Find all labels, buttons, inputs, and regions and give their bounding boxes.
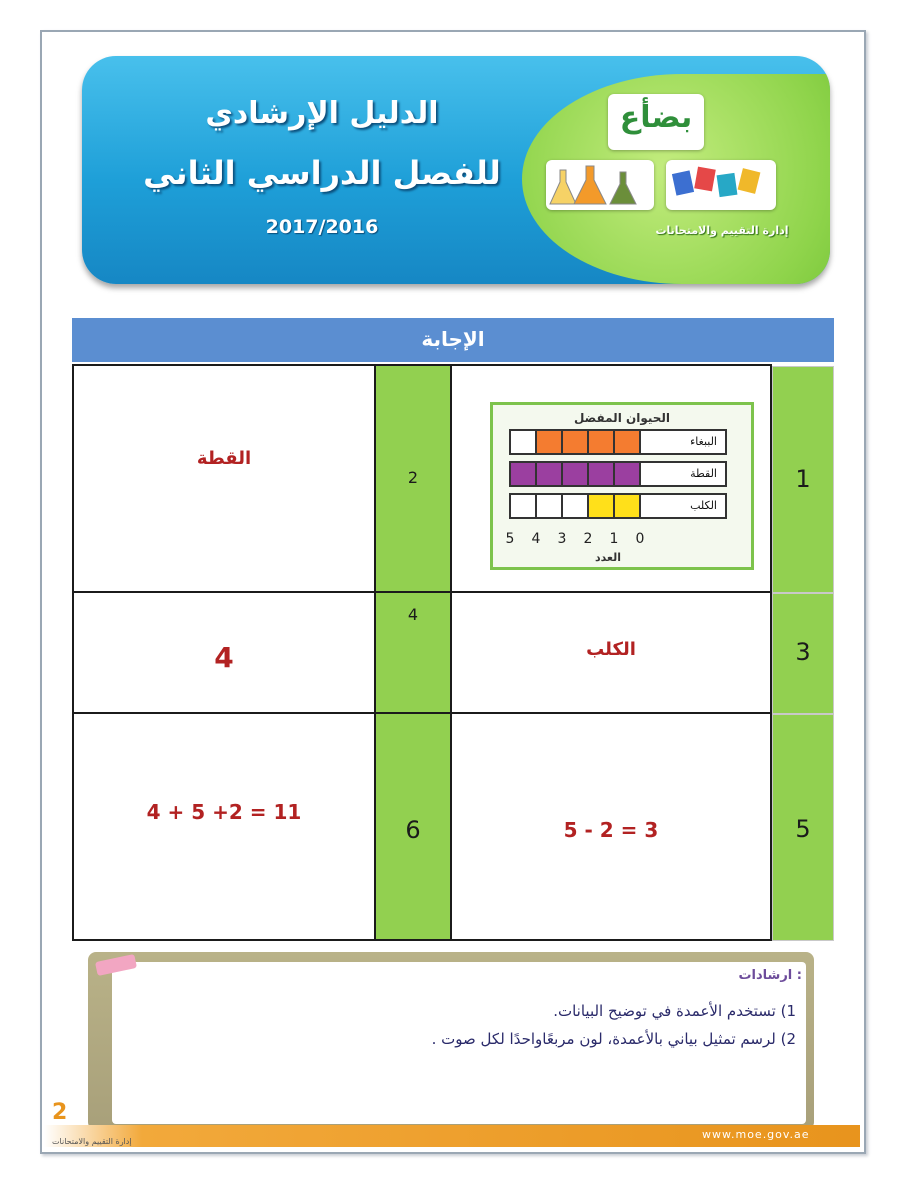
chart-square [537, 463, 563, 485]
answer-cell-q5 [450, 712, 772, 941]
number-cell-q5 [772, 714, 834, 941]
chart-square [511, 431, 537, 453]
chart-tick-label: 2 [583, 531, 593, 547]
guidance-line-1: 1) تستخدم الأعمدة في توضيح البيانات. [553, 1002, 796, 1020]
chart-row-2 [509, 493, 727, 519]
answer-q2: القطة [196, 448, 252, 469]
answer-header: الإجابة [72, 318, 834, 362]
footer-url: www.moe.gov.ae [702, 1128, 810, 1141]
chart-tick-label: 3 [557, 531, 567, 547]
chart-row-label: الببغاء [690, 435, 717, 448]
answer-q4: 4 [214, 641, 234, 674]
chart-square [589, 463, 615, 485]
guidance-title: ارشادات : [738, 968, 802, 983]
question-number-6: 6 [405, 816, 421, 844]
math-numbers-icon [666, 160, 776, 210]
chart-square [511, 463, 537, 485]
chart-square [511, 495, 537, 517]
number-cell-q4 [374, 591, 452, 714]
answer-cell-q2 [72, 364, 376, 593]
chart-row-label: الكلب [690, 499, 717, 512]
number-cell-q1 [772, 366, 834, 593]
footer-page-number: 2 [52, 1100, 68, 1125]
chart-square [589, 495, 615, 517]
chart-row-1 [509, 461, 727, 487]
chart-square [563, 495, 589, 517]
chart-tick-label: 4 [531, 531, 541, 547]
chart-square [615, 463, 641, 485]
question-number-1: 1 [795, 465, 811, 493]
favorite-animal-chart [490, 402, 754, 570]
footer-department: إدارة التقييم والامتحانات [52, 1137, 132, 1146]
question-number-2: 2 [407, 468, 419, 487]
chart-square [537, 495, 563, 517]
answer-q3: الكلب [586, 639, 636, 660]
answer-q5: 5 - 2 = 3 [563, 818, 659, 842]
logo-card [608, 94, 704, 150]
chart-square [615, 495, 641, 517]
chart-tick-label: 1 [609, 531, 619, 547]
chart-row-label: القطة [690, 467, 717, 480]
banner-department: إدارة التقييم والامتحانات [655, 224, 789, 237]
question-number-3: 3 [795, 638, 811, 666]
answer-cell-q6 [72, 712, 376, 941]
chart-square [537, 431, 563, 453]
question-number-4: 4 [407, 605, 419, 624]
chart-title: الحيوان المفضل [573, 411, 671, 425]
number-cell-q2 [374, 364, 452, 593]
answer-cell-q3 [450, 591, 772, 714]
chart-square [563, 463, 589, 485]
chart-tick-label: 0 [635, 531, 645, 547]
banner-title-line1: الدليل الإرشادي [205, 96, 439, 131]
guidance-panel [112, 962, 806, 1124]
banner-title-line2: للفصل الدراسي الثاني [143, 154, 501, 192]
chart-square [615, 431, 641, 453]
question-number-5: 5 [795, 815, 811, 843]
header-banner [82, 56, 830, 284]
number-cell-q6 [374, 712, 452, 941]
logo-text: بضأع [619, 100, 693, 135]
lab-flasks-icon [546, 160, 654, 210]
chart-square [563, 431, 589, 453]
guidance-line-2: 2) لرسم تمثيل بياني بالأعمدة، لون مربعًاواحدًا لكل صوت . [431, 1030, 796, 1048]
chart-row-0 [509, 429, 727, 455]
chart-square [589, 431, 615, 453]
answer-q6: 4 + 5 +2 = 11 [146, 800, 302, 824]
banner-year: 2017/2016 [265, 216, 379, 238]
chart-xlabel: العدد [594, 551, 622, 564]
chart-tick-label: 5 [505, 531, 515, 547]
number-cell-q3 [772, 593, 834, 714]
answer-cell-q4 [72, 591, 376, 714]
